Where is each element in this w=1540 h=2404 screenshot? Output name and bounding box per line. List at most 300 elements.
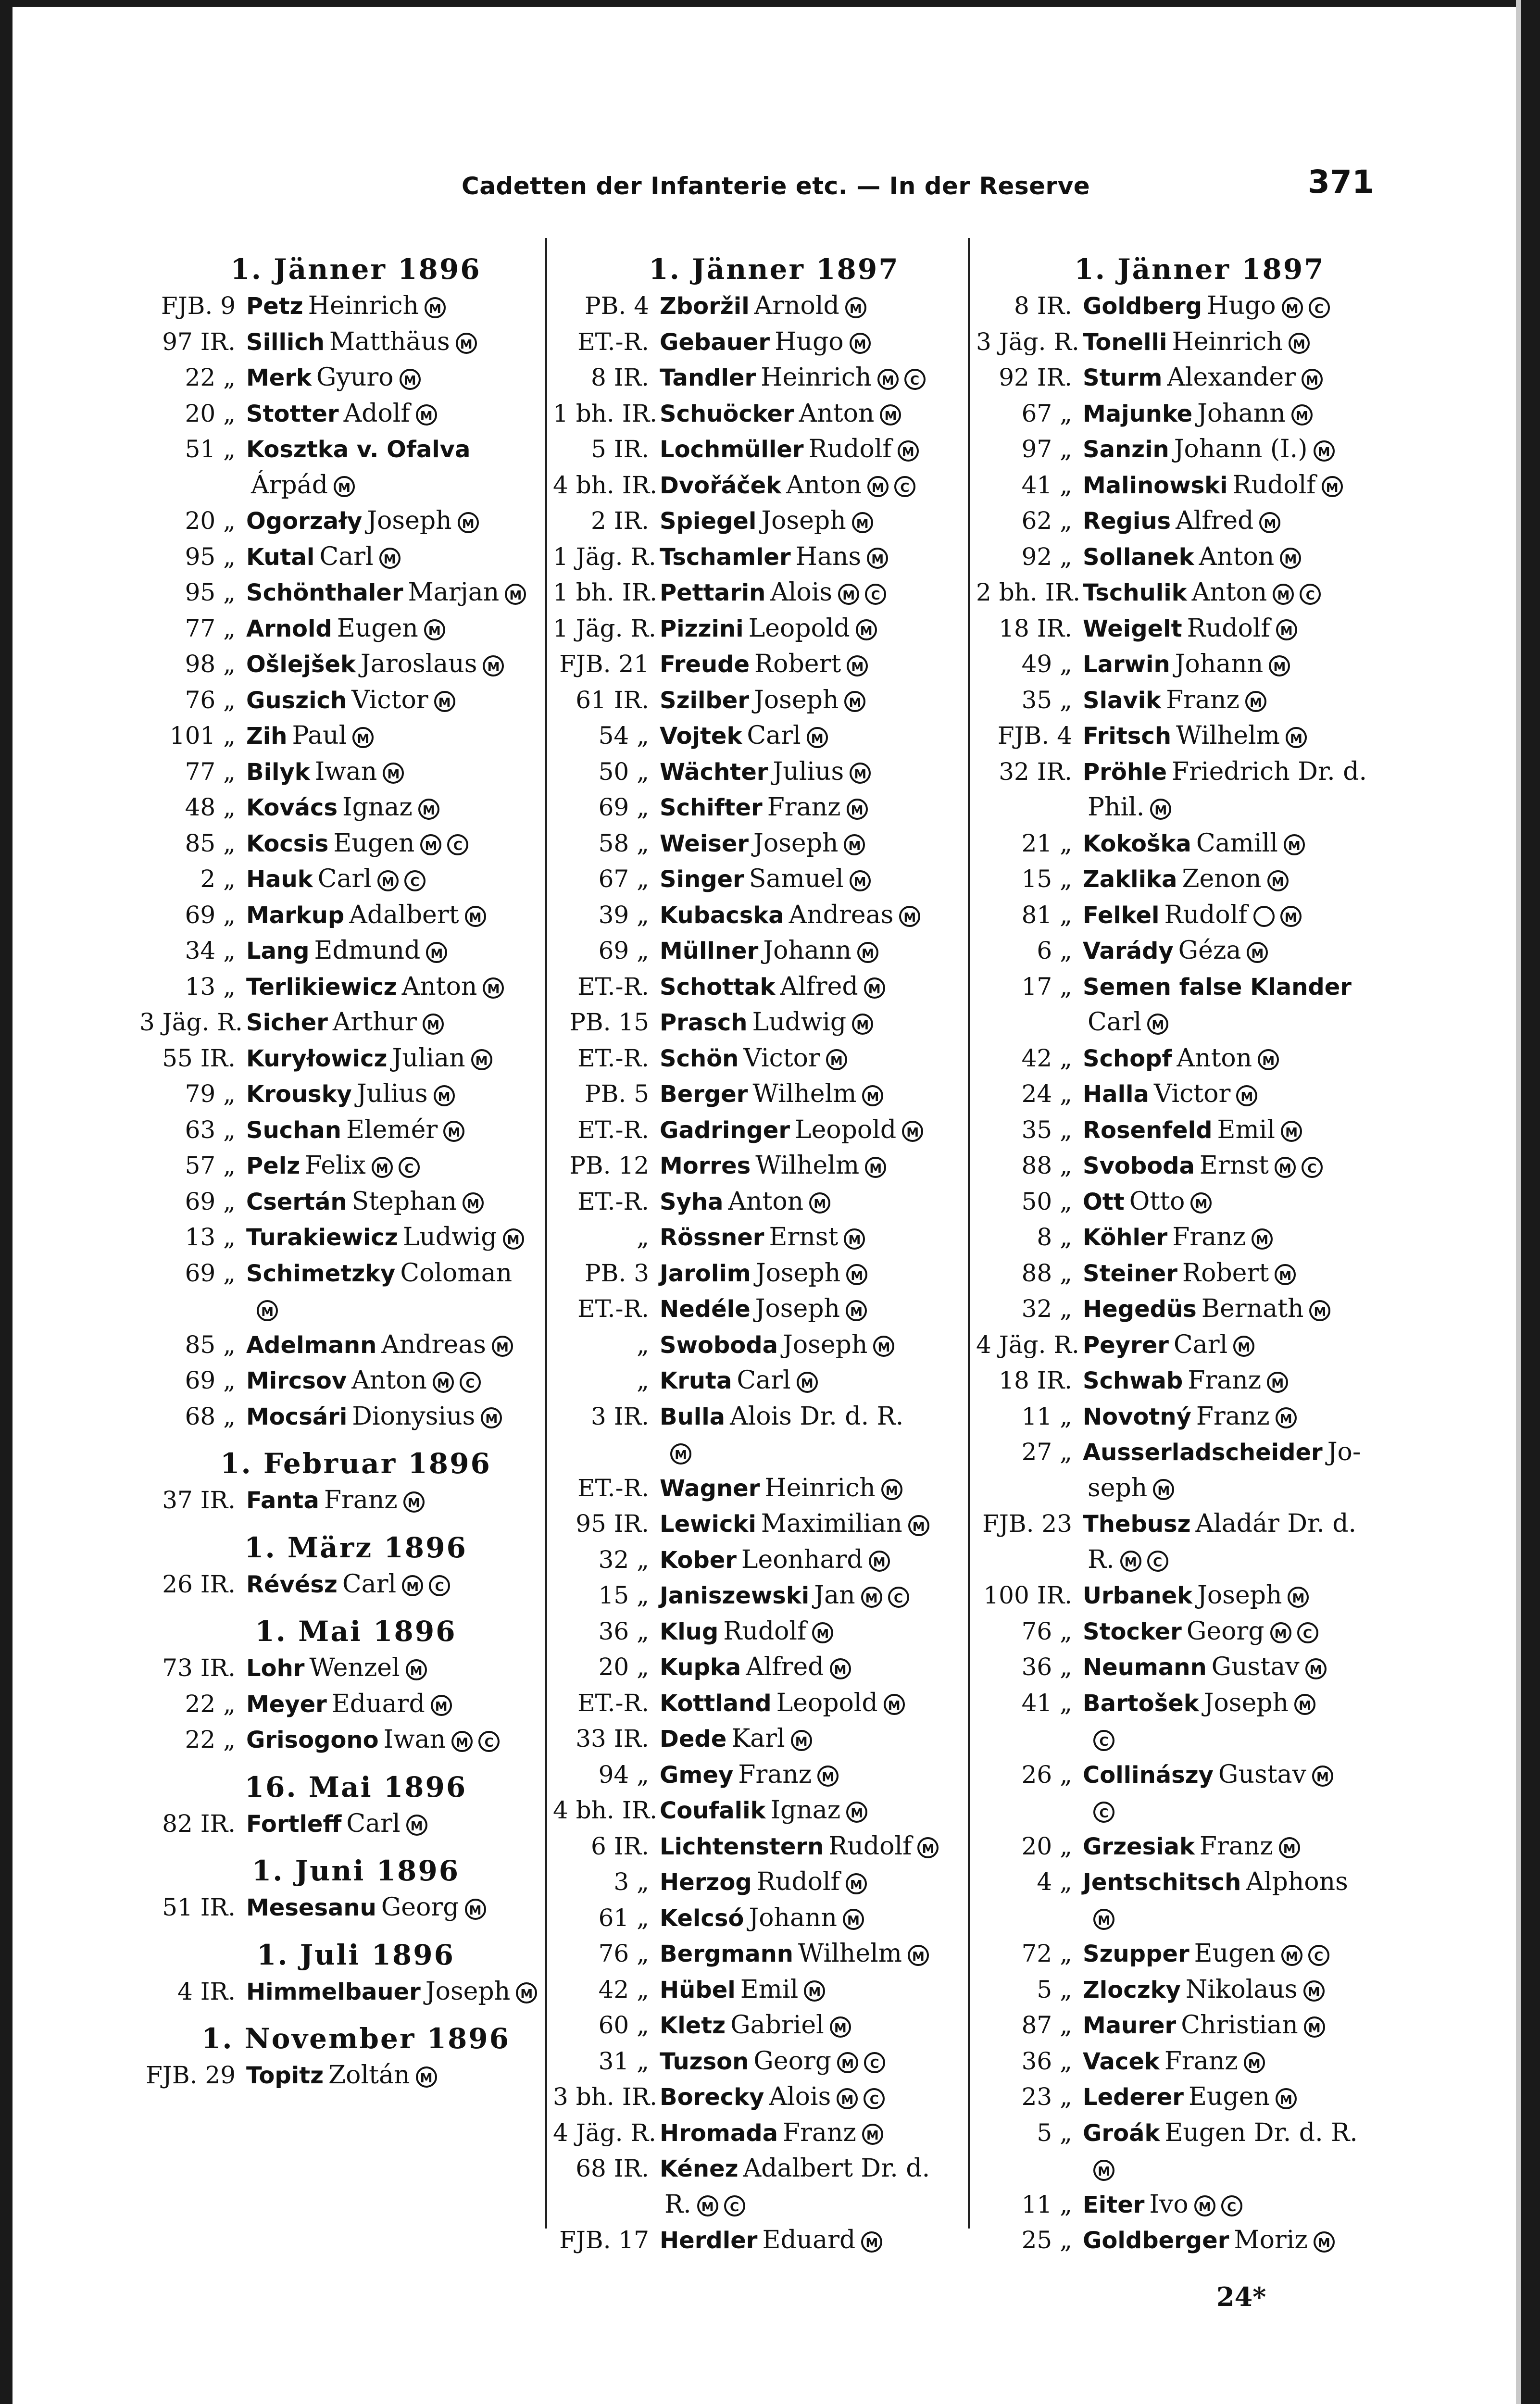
m-circle-icon: M bbox=[505, 584, 526, 605]
m-circle-icon: M bbox=[503, 1228, 524, 1250]
surname: Kocsis bbox=[246, 830, 329, 857]
entry-name bbox=[1083, 1901, 1394, 1937]
given-name: Heinrich bbox=[1172, 327, 1283, 356]
unit-label: FJB. 23 bbox=[982, 1510, 1072, 1538]
m-circle-icon: M bbox=[830, 2016, 851, 2038]
m-circle-icon: M bbox=[817, 1765, 839, 1787]
given-name: Eduard bbox=[331, 1689, 425, 1718]
given-name: Joseph bbox=[755, 1294, 840, 1323]
surname: Müllner bbox=[660, 938, 759, 964]
unit-label: 73 IR. bbox=[162, 1654, 236, 1682]
register-entry bbox=[553, 826, 966, 862]
entry-name bbox=[1083, 647, 1394, 683]
unit-label: 6 IR. bbox=[591, 1832, 649, 1860]
surname: Schwab bbox=[1083, 1367, 1183, 1394]
entry-name bbox=[660, 432, 966, 468]
given-name: Hans bbox=[795, 542, 862, 571]
unit-label: 17 „ bbox=[1021, 972, 1072, 1001]
unit-label: PB. 4 bbox=[585, 292, 649, 320]
given-name: Zenon bbox=[1182, 864, 1262, 893]
surname: Eiter bbox=[1083, 2191, 1145, 2218]
c-circle-icon: C bbox=[1308, 1945, 1329, 1966]
surname: Ošlejšek bbox=[246, 651, 356, 678]
m-circle-icon: M bbox=[873, 1336, 894, 1357]
unit-label: ET.-R. bbox=[577, 1295, 649, 1323]
surname: Spiegel bbox=[660, 508, 757, 535]
column-rule-right bbox=[968, 238, 970, 2229]
surname: Zboržil bbox=[660, 293, 750, 320]
register-entry bbox=[553, 1148, 966, 1184]
register-entry bbox=[553, 1041, 966, 1077]
unit-label: 4 „ bbox=[1037, 1868, 1072, 1896]
c-circle-icon: C bbox=[1147, 1551, 1168, 1572]
m-circle-icon: M bbox=[431, 1695, 452, 1716]
register-entry bbox=[976, 503, 1394, 539]
m-circle-icon: M bbox=[1273, 584, 1294, 605]
given-name: Julius bbox=[356, 1079, 428, 1108]
given-name: Eugen bbox=[337, 614, 418, 643]
entry-name bbox=[1083, 1113, 1394, 1149]
m-circle-icon: M bbox=[1244, 2052, 1265, 2073]
entry-name bbox=[1083, 1399, 1394, 1435]
given-name: Leopold bbox=[748, 614, 850, 643]
entry-name bbox=[660, 503, 966, 539]
given-name: Johann bbox=[749, 1903, 837, 1932]
page-header bbox=[0, 163, 1540, 216]
register-entry bbox=[976, 647, 1394, 683]
date-heading: 1. Jänner 1896 bbox=[230, 253, 481, 286]
entry-name bbox=[660, 1650, 966, 1686]
register-entry bbox=[139, 1041, 543, 1077]
register-entry bbox=[553, 2151, 966, 2187]
entry-name bbox=[660, 862, 966, 898]
surname: Kletz bbox=[660, 2012, 726, 2039]
surname: Felkel bbox=[1083, 902, 1160, 929]
surname: Nedéle bbox=[660, 1296, 751, 1323]
given-name: Carl bbox=[737, 1366, 791, 1395]
register-entry bbox=[976, 1291, 1394, 1327]
register-entry bbox=[976, 1721, 1394, 1757]
unit-label: 25 „ bbox=[1021, 2226, 1072, 2254]
m-circle-icon: M bbox=[1314, 440, 1335, 462]
entry-name bbox=[660, 1901, 966, 1937]
given-name: Anton bbox=[1191, 578, 1267, 607]
register-entry bbox=[139, 1363, 543, 1399]
entry-name bbox=[246, 718, 543, 754]
register-entry bbox=[139, 432, 543, 468]
entry-name bbox=[246, 1256, 543, 1292]
m-circle-icon: M bbox=[899, 906, 920, 927]
register-entry bbox=[553, 611, 966, 647]
register-entry bbox=[553, 1936, 966, 1972]
unit-label: 85 „ bbox=[185, 1330, 236, 1359]
entry-name bbox=[1083, 718, 1394, 754]
entry-name bbox=[246, 933, 543, 969]
unit-label: 85 „ bbox=[185, 829, 236, 857]
m-circle-icon: M bbox=[1312, 1765, 1333, 1787]
entry-name bbox=[1083, 468, 1394, 504]
surname: Pizzini bbox=[660, 615, 744, 642]
unit-label: FJB. 9 bbox=[161, 292, 236, 320]
unit-label: ET.-R. bbox=[577, 1187, 649, 1215]
register-entry bbox=[553, 969, 966, 1005]
register-entry bbox=[976, 1865, 1394, 1901]
surname: Bulla bbox=[660, 1403, 726, 1430]
register-entry bbox=[976, 933, 1394, 969]
surname: Sanzin bbox=[1083, 436, 1169, 463]
c-circle-icon: C bbox=[1221, 2195, 1242, 2216]
register-entry bbox=[976, 2079, 1394, 2116]
unit-label: 27 „ bbox=[1021, 1438, 1072, 1466]
unit-label: 3 bh. IR. bbox=[553, 2083, 657, 2111]
unit-label: 69 „ bbox=[598, 793, 649, 821]
unit-label: 1 bh. IR. bbox=[553, 399, 657, 427]
unit-label: 3 IR. bbox=[591, 1402, 649, 1430]
register-entry bbox=[139, 468, 543, 504]
unit-label: 22 „ bbox=[185, 1726, 236, 1753]
given-name: Johann bbox=[1197, 399, 1286, 428]
entry-name bbox=[246, 1148, 543, 1184]
register-entry bbox=[553, 1113, 966, 1149]
entry-name bbox=[660, 575, 966, 611]
surname: Kokoška bbox=[1083, 830, 1191, 857]
entry-name bbox=[1083, 1327, 1394, 1364]
surname: Wächter bbox=[660, 758, 768, 786]
m-circle-icon: M bbox=[1291, 404, 1313, 426]
surname: Singer bbox=[660, 866, 744, 893]
entry-name bbox=[246, 1890, 543, 1926]
date-heading: 1. Mai 1896 bbox=[255, 1615, 457, 1648]
entry-name bbox=[1083, 790, 1394, 826]
register-entry bbox=[553, 1542, 966, 1578]
m-circle-icon: M bbox=[850, 763, 871, 784]
register-entry bbox=[553, 1220, 966, 1256]
register-entry bbox=[553, 1865, 966, 1901]
surname: Steiner bbox=[1083, 1260, 1177, 1287]
m-circle-icon: M bbox=[881, 1479, 902, 1500]
given-name: Carl bbox=[747, 721, 801, 750]
entry-name bbox=[660, 1435, 966, 1471]
surname: Larwin bbox=[1083, 651, 1170, 678]
date-section bbox=[139, 1528, 543, 1603]
register-entry bbox=[553, 1291, 966, 1327]
register-entry bbox=[553, 2223, 966, 2259]
m-circle-icon: M bbox=[433, 1372, 454, 1393]
given-name: Eugen bbox=[1188, 2082, 1270, 2111]
register-entry bbox=[976, 1614, 1394, 1650]
entry-name bbox=[660, 539, 966, 576]
m-circle-icon: M bbox=[418, 799, 439, 820]
surname: Kubacska bbox=[660, 902, 784, 929]
surname: Kupka bbox=[660, 1654, 741, 1681]
entry-name bbox=[246, 1806, 543, 1842]
entry-name bbox=[246, 1363, 543, 1399]
unit-label: 61 IR. bbox=[576, 686, 649, 714]
unit-label: 67 „ bbox=[598, 865, 649, 893]
given-name: R. bbox=[1088, 1545, 1114, 1574]
entry-name bbox=[246, 325, 543, 361]
unit-label: 2 „ bbox=[200, 865, 236, 893]
surname: Grisogono bbox=[246, 1727, 379, 1753]
entry-name bbox=[660, 468, 966, 504]
given-name: Wilhelm bbox=[755, 1151, 860, 1180]
given-name: Joseph bbox=[782, 1330, 868, 1359]
m-circle-icon: M bbox=[1314, 2231, 1335, 2253]
surname: Rosenfeld bbox=[1083, 1116, 1213, 1144]
surname: Kovács bbox=[246, 794, 338, 821]
m-circle-icon: M bbox=[1303, 1980, 1325, 2002]
surname: Klug bbox=[660, 1618, 719, 1645]
surname: Ausserladscheider bbox=[1083, 1439, 1323, 1466]
surname: Stotter bbox=[246, 400, 339, 427]
given-name: Alfred bbox=[746, 1653, 824, 1681]
m-circle-icon: M bbox=[862, 1085, 883, 1106]
register-entry bbox=[139, 862, 543, 898]
register-entry bbox=[139, 396, 543, 432]
entry-name bbox=[1083, 1220, 1394, 1256]
entry-name bbox=[1083, 754, 1394, 790]
m-circle-icon: M bbox=[471, 1049, 492, 1070]
given-name: Franz bbox=[1172, 1223, 1246, 1252]
unit-label: 51 IR. bbox=[162, 1893, 236, 1921]
date-section bbox=[139, 1852, 543, 1926]
m-circle-icon: M bbox=[865, 1157, 886, 1178]
register-entry bbox=[553, 1005, 966, 1041]
date-heading: 1. Jänner 1897 bbox=[649, 253, 900, 286]
unit-label: 88 „ bbox=[1021, 1259, 1072, 1287]
register-entry bbox=[553, 432, 966, 468]
register-entry bbox=[553, 683, 966, 719]
unit-label: ET.-R. bbox=[577, 1044, 649, 1072]
unit-label: 20 „ bbox=[185, 507, 236, 535]
entry-name bbox=[660, 2116, 966, 2152]
m-circle-icon: M bbox=[434, 691, 455, 712]
surname: Gmey bbox=[660, 1761, 734, 1789]
surname: Dede bbox=[660, 1726, 727, 1753]
unit-label: 2 IR. bbox=[591, 507, 649, 535]
m-circle-icon: M bbox=[377, 870, 399, 891]
given-name: Eugen Dr. d. R. bbox=[1164, 2118, 1358, 2147]
entry-name bbox=[1083, 1041, 1394, 1077]
m-circle-icon: M bbox=[1233, 1336, 1254, 1357]
entry-name bbox=[1083, 1793, 1394, 1829]
surname: Herzog bbox=[660, 1869, 752, 1896]
given-name: Aladár Dr. d. bbox=[1195, 1509, 1357, 1538]
given-name: Gyuro bbox=[316, 363, 394, 392]
m-circle-icon: M bbox=[516, 1982, 537, 2003]
entry-name bbox=[660, 1614, 966, 1650]
entry-name bbox=[246, 1974, 543, 2010]
m-circle-icon: M bbox=[1245, 691, 1266, 712]
m-circle-icon: M bbox=[425, 297, 446, 318]
unit-label: 95 „ bbox=[185, 542, 236, 571]
entry-name bbox=[246, 575, 543, 611]
unit-label: PB. 5 bbox=[585, 1080, 649, 1108]
surname: Semen false Klander bbox=[1083, 973, 1352, 1001]
entry-name bbox=[660, 1972, 966, 2008]
m-circle-icon: M bbox=[791, 1730, 812, 1751]
register-entry bbox=[139, 683, 543, 719]
unit-label: 32 IR. bbox=[999, 757, 1072, 786]
surname: Urbanek bbox=[1083, 1582, 1193, 1609]
given-name: Samuel bbox=[749, 864, 844, 893]
m-circle-icon: M bbox=[458, 512, 479, 533]
given-name: Christian bbox=[1181, 2011, 1298, 2040]
register-entry bbox=[976, 1901, 1394, 1937]
m-circle-icon: M bbox=[1269, 655, 1290, 676]
given-name: Wilhelm bbox=[752, 1079, 857, 1108]
m-circle-icon: M bbox=[416, 2066, 437, 2088]
given-name: Victor bbox=[351, 685, 428, 714]
entry-name bbox=[246, 1005, 543, 1041]
entry-name bbox=[660, 826, 966, 862]
m-circle-icon: M bbox=[1120, 1551, 1141, 1572]
entry-name bbox=[1083, 503, 1394, 539]
unit-label: 36 „ bbox=[598, 1617, 649, 1645]
register-entry bbox=[553, 1435, 966, 1471]
given-name: Wenzel bbox=[309, 1653, 400, 1682]
page-number: 371 bbox=[1308, 163, 1374, 200]
unit-label: 15 „ bbox=[1021, 865, 1072, 893]
surname: Coufalik bbox=[660, 1797, 766, 1824]
entry-name bbox=[660, 1184, 966, 1220]
entry-name bbox=[660, 360, 966, 396]
register-entry bbox=[976, 1829, 1394, 1865]
given-name: Friedrich Dr. d. bbox=[1172, 757, 1367, 786]
unit-label: FJB. 21 bbox=[559, 650, 649, 678]
date-section bbox=[139, 250, 543, 1435]
m-circle-icon: M bbox=[1147, 1014, 1168, 1035]
m-circle-icon: M bbox=[908, 1515, 929, 1536]
unit-label: 6 „ bbox=[1037, 937, 1072, 964]
unit-label: 68 IR. bbox=[576, 2154, 649, 2182]
given-name: Hugo bbox=[1207, 291, 1276, 320]
entry-name bbox=[1083, 1578, 1394, 1614]
m-circle-icon: M bbox=[697, 2195, 718, 2216]
entry-name bbox=[660, 1077, 966, 1113]
unit-label: PB. 3 bbox=[585, 1259, 649, 1287]
given-name: Carl bbox=[319, 542, 374, 571]
unit-label: 4 IR. bbox=[177, 1977, 236, 2005]
unit-label: 76 „ bbox=[1021, 1617, 1072, 1645]
unit-label: 87 „ bbox=[1021, 2011, 1072, 2039]
unit-label: 62 „ bbox=[1021, 507, 1072, 535]
unit-label: 8 IR. bbox=[591, 363, 649, 391]
register-entry bbox=[976, 1256, 1394, 1292]
given-name: Julius bbox=[773, 757, 844, 786]
given-name: Franz bbox=[1164, 2046, 1238, 2076]
m-circle-icon: M bbox=[908, 1945, 929, 1966]
surname: Jarolim bbox=[660, 1260, 751, 1287]
given-name: Victor bbox=[743, 1043, 820, 1073]
register-entry bbox=[139, 1184, 543, 1220]
given-name: Alois Dr. d. R. bbox=[730, 1402, 904, 1431]
register-entry bbox=[139, 1399, 543, 1435]
entry-name bbox=[1083, 1757, 1394, 1793]
entry-name bbox=[246, 1113, 543, 1149]
entry-name bbox=[246, 360, 543, 396]
register-entry bbox=[976, 790, 1394, 826]
given-name: Ivo bbox=[1149, 2190, 1189, 2219]
surname: Halla bbox=[1083, 1081, 1149, 1108]
m-circle-icon: M bbox=[402, 1575, 423, 1596]
c-circle-icon: C bbox=[399, 1157, 420, 1178]
register-entry bbox=[139, 826, 543, 862]
entry-name bbox=[1083, 1471, 1394, 1507]
unit-label: 98 „ bbox=[185, 650, 236, 678]
entry-name bbox=[246, 1483, 543, 1519]
m-circle-icon: M bbox=[1093, 2160, 1114, 2181]
entry-name bbox=[660, 754, 966, 790]
surname: Ogorzały bbox=[246, 508, 363, 535]
m-circle-icon: M bbox=[807, 727, 828, 748]
unit-label: 54 „ bbox=[598, 722, 649, 750]
given-name: Karl bbox=[731, 1724, 785, 1753]
register-entry bbox=[976, 2223, 1394, 2259]
m-circle-icon: M bbox=[372, 1157, 393, 1178]
register-entry bbox=[976, 1113, 1394, 1149]
given-name: Leopold bbox=[795, 1115, 897, 1144]
register-entry bbox=[976, 898, 1394, 934]
m-circle-icon: M bbox=[804, 1980, 825, 2002]
unit-label: 61 „ bbox=[598, 1903, 649, 1932]
surname: Prasch bbox=[660, 1009, 748, 1036]
surname: Weigelt bbox=[1083, 615, 1182, 642]
unit-label: 57 „ bbox=[185, 1152, 236, 1179]
surname: Lichtenstern bbox=[660, 1833, 824, 1860]
surname: Novotný bbox=[1083, 1403, 1191, 1430]
entry-name bbox=[1083, 683, 1394, 719]
m-circle-icon: M bbox=[850, 333, 871, 354]
given-name: Moriz bbox=[1234, 2226, 1308, 2254]
surname: Bartošek bbox=[1083, 1690, 1199, 1717]
register-entry bbox=[976, 683, 1394, 719]
entry-name bbox=[660, 683, 966, 719]
register-entry bbox=[139, 933, 543, 969]
entry-name bbox=[660, 1506, 966, 1542]
given-name: Hugo bbox=[775, 327, 844, 356]
unit-label: 51 „ bbox=[185, 435, 236, 463]
column-rule-left bbox=[545, 238, 547, 2229]
given-name: Camill bbox=[1196, 828, 1278, 858]
register-entry bbox=[139, 288, 543, 325]
m-circle-icon: M bbox=[416, 404, 437, 426]
c-circle-icon: C bbox=[864, 2088, 885, 2109]
m-circle-icon: M bbox=[420, 834, 441, 855]
surname: Sicher bbox=[246, 1009, 328, 1036]
given-name: Alphons bbox=[1246, 1867, 1348, 1896]
register-entry bbox=[139, 1005, 543, 1041]
m-circle-icon: M bbox=[884, 1694, 905, 1715]
entry-name bbox=[660, 2151, 966, 2187]
scan-border-right bbox=[1521, 0, 1540, 2404]
surname: Syha bbox=[660, 1188, 724, 1215]
surname: Hromada bbox=[660, 2119, 778, 2147]
date-section bbox=[139, 1444, 543, 1519]
given-name: Wilhelm bbox=[798, 1939, 902, 1968]
entry-name bbox=[1083, 1256, 1394, 1292]
entry-name bbox=[660, 1793, 966, 1829]
register-entry bbox=[976, 1363, 1394, 1399]
m-circle-icon: M bbox=[423, 1014, 444, 1035]
surname: Thebusz bbox=[1083, 1511, 1191, 1538]
given-name: Arnold bbox=[754, 291, 839, 320]
given-name: Bernath bbox=[1201, 1294, 1304, 1323]
surname: Majunke bbox=[1083, 400, 1193, 427]
unit-label: PB. 15 bbox=[569, 1008, 649, 1036]
scan-border-left bbox=[0, 0, 13, 2404]
given-name: Jan bbox=[814, 1581, 855, 1610]
